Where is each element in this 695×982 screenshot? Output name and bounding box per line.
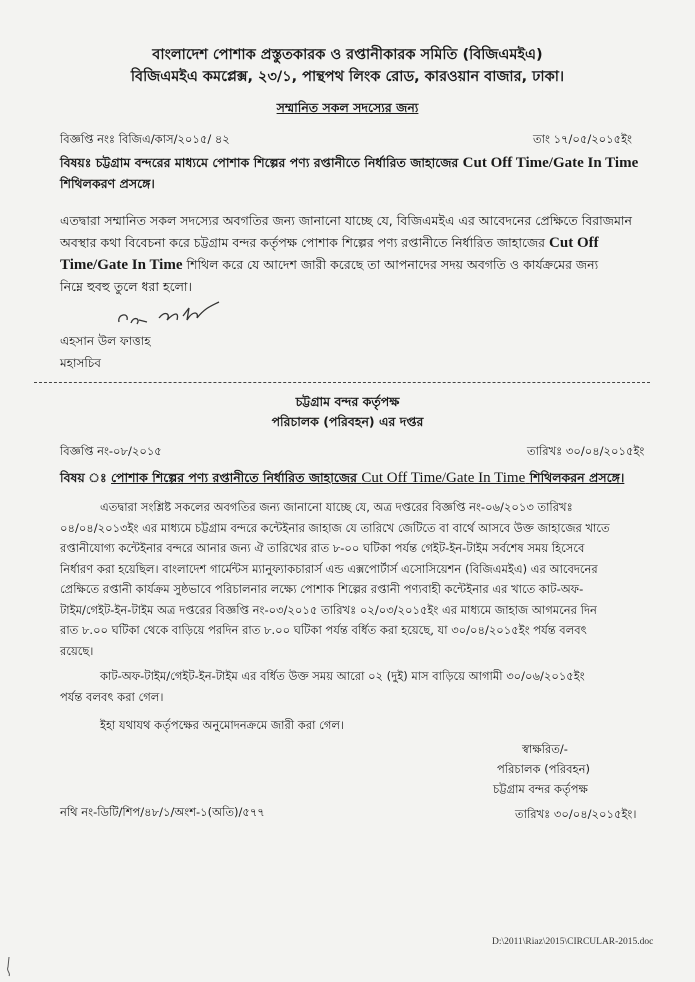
signer-org: চট্টগ্রাম বন্দর কর্তৃপক্ষ xyxy=(493,782,588,796)
subject-prefix: বিষয়ঃ চট্টগ্রাম বন্দরের মাধ্যমে পোশাক শিল্পের পণ্য রপ্তানীতে নির্ধারিত জাহাজের xyxy=(60,155,459,170)
para-line: রয়েছে। xyxy=(60,643,94,658)
para-line: নির্ধারণ করা হয়েছিল। বাংলাদেশ গার্মেন্টস ম্যানুফ্যাকচারার্স এন্ড এক্সপোর্টার্স এসোসিয়েশন (বিজিএমইএ) এর আবেদনের xyxy=(60,561,598,576)
para-line: এতদ্বারা সংশ্লিষ্ট সকলের অবগতির জন্য জানানো যাচ্ছে যে, অত্র দপ্তরের বিজ্ঞপ্তি নং-০৬/২০১৩ তারিখঃ xyxy=(100,500,573,514)
para-line: রপ্তানীযোগ্য কন্টেইনার বন্দরে আনার জন্য ঐ তারিখের রাত ৮-০০ ঘটিকা পর্যন্ত গেইট-ইন-টাইম সর্বশেষ সময় হিসেবে xyxy=(60,541,585,555)
body-line-text: শিথিল করে যে আদেশ জারী করেছে তা আপনাদের সদয় অবগতি ও কার্যক্রমের জন্য xyxy=(186,257,599,272)
subject-cut-off-time: Cut Off Time/Gate In Time xyxy=(462,155,639,171)
notice-paragraph-2 xyxy=(60,666,640,707)
authority-name: চট্টগ্রাম বন্দর কর্তৃপক্ষ xyxy=(295,394,400,409)
subject-label: বিষয় ঃ xyxy=(60,470,107,485)
office-name: পরিচালক (পরিবহন) এর দপ্তর xyxy=(271,414,424,429)
subject-line-1 xyxy=(60,155,638,175)
body-gate-in-time: Time/Gate In Time xyxy=(60,257,183,273)
body-line: নিম্নে হুবহু তুলে ধরা হলো। xyxy=(60,279,193,294)
letter1-body xyxy=(60,210,650,298)
circular-date: তাং ১৭/০৫/২০১৫ইং xyxy=(533,132,633,146)
footer-file-path: D:\2011\Riaz\2015\CIRCULAR-2015.doc xyxy=(492,937,654,947)
para-line: প্রেক্ষিতে রপ্তানী কার্যক্রম সুষ্ঠভাবে পরিচালনার লক্ষ্যে পোশাক শিল্পের রপ্তানী পণ্যবাহী কন্টেইনার এর খাতে কাট-অফ- xyxy=(60,582,584,596)
file-date: তারিখঃ ৩০/০৪/২০১৫ইং। xyxy=(515,807,637,821)
margin-pen-mark xyxy=(2,955,16,981)
subject-text: পোশাক শিল্পের পণ্য রপ্তানীতে নির্ধারিত জাহাজের xyxy=(110,470,357,485)
para-line: কাট-অফ-টাইম/গেইট-ইন-টাইম এর বর্ধিত উক্ত সময় আরো ০২ (দুই) মাস বাড়িয়ে আগামী ৩০/০৬/২০১৫ইং xyxy=(100,669,585,683)
notice-subject xyxy=(60,470,624,490)
signed-mark: স্বাক্ষরিত/- xyxy=(522,742,568,756)
addressee-text: সম্মানিত সকল সদস্যের জন্য xyxy=(276,100,419,115)
subject-text: শিথিলকরন প্রসঙ্গে। xyxy=(529,470,625,485)
subject-line-2: শিথিলকরণ প্রসঙ্গে। xyxy=(60,176,155,191)
para-line: পর্যন্ত বলবৎ করা গেল। xyxy=(60,689,164,704)
org-address: বিজিএমইএ কমপ্লেক্স, ২৩/১, পান্থপথ লিংক রোড, কারওয়ান বাজার, ঢাকা। xyxy=(130,69,565,85)
org-name: বাংলাদেশ পোশাক প্রস্তুতকারক ও রপ্তানীকারক সমিতি (বিজিএমইএ) xyxy=(152,47,543,63)
notice-date: তারিখঃ ৩০/০৪/২০১৫ইং xyxy=(527,444,645,458)
para-line: টাইম/গেইট-ইন-টাইম অত্র দপ্তরের বিজ্ঞপ্তি নং-০৩/২০১৫ তারিখঃ ০২/০৩/২০১৫ইং এর মাধ্যমে জাহাজ আগমনের দিন xyxy=(60,602,597,617)
subject-cut-off-time: Cut Off Time/Gate In Time xyxy=(361,470,526,486)
notice-ref-number: বিজ্ঞপ্তি নং-০৮/২০১৫ xyxy=(60,444,162,458)
handwritten-signature xyxy=(115,296,225,330)
circular-ref-number: বিজ্ঞপ্তি নংঃ বিজিএ/কাস/২০১৫/ ৪২ xyxy=(60,132,230,146)
para-line: ০৪/০৪/২০১৩ইং এর মাধ্যমে চট্টগ্রাম বন্দরে কন্টেইনার জাহাজ যে তারিখে জেটিতে বা বার্থে আসবে উক্ত জাহাজের খাতে xyxy=(60,520,610,535)
body-line xyxy=(60,254,650,276)
body-cut-off: Cut Off xyxy=(549,235,599,251)
addressee-heading xyxy=(0,100,695,120)
file-number: নথি নং-ডিটি/শিপ/৪৮/১/অংশ-১(অতি)/৫৭৭ xyxy=(60,805,265,819)
notice-paragraph-3: ইহা যথাযথ কর্তৃপক্ষের অনুমোদনক্রমে জারী করা গেল। xyxy=(100,718,345,732)
body-line: এতদ্বারা সম্মানিত সকল সদস্যের অবগতির জন্য জানানো যাচ্ছে যে, বিজিএমইএ এর আবেদনের প্রেক্ষিতে বিরাজমান xyxy=(60,213,632,228)
signer-title: পরিচালক (পরিবহন) xyxy=(497,762,590,776)
signatory-name: এহসান উল ফাত্তাহ xyxy=(60,334,151,348)
section-divider xyxy=(34,382,650,383)
signatory-title: মহাসচিব xyxy=(60,356,101,370)
body-line xyxy=(60,232,650,254)
para-line: রাত ৮.০০ ঘটিকা থেকে বাড়িয়ে পরদিন রাত ৮.০০ ঘটিকা পর্যন্ত বর্ধিত করা হয়েছে, যা ৩০/০৪/২০১৫ইং পর্যন্ত বলবৎ xyxy=(60,623,587,637)
subject-underlined xyxy=(111,470,624,485)
notice-paragraph-1 xyxy=(60,497,640,661)
body-line-text: অবস্থার কথা বিবেচনা করে চট্টগ্রাম বন্দর কর্তৃপক্ষ পোশাক শিল্পের পণ্য রপ্তানীতে নির্ধারিত জাহাজের xyxy=(60,235,546,250)
